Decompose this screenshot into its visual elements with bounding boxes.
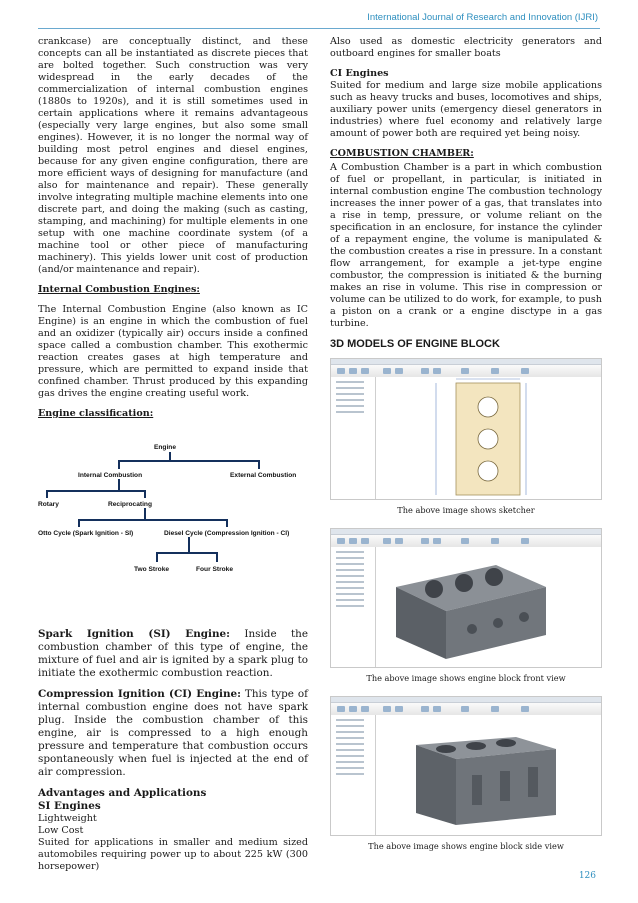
right-column <box>330 36 602 864</box>
diagram-label-otto: Otto Cycle (Spark Ignition - SI) <box>38 530 134 537</box>
cad-model-tree <box>331 715 376 835</box>
diagram-connector <box>118 460 260 462</box>
cad-model-tree <box>331 547 376 667</box>
diagram-connector <box>156 552 158 562</box>
si-engines-list <box>38 813 308 873</box>
engine-block-side-render <box>376 715 601 835</box>
si-paragraph <box>38 628 308 680</box>
cad-screenshot-sketcher <box>330 358 602 500</box>
diagram-connector <box>78 519 80 527</box>
si-continued-paragraph: Also used as domestic electricity generators and outboard engines for smaller boats <box>330 36 602 59</box>
diagram-connector <box>144 490 146 498</box>
diagram-label-external: External Combustion <box>230 472 297 479</box>
diagram-connector <box>156 552 218 554</box>
ice-paragraph: The Internal Combustion Engine (also known as IC Engine) is an engine in which the combustion of fuel and an oxidizer (typically air) occurs inside a confined space called a combustion chamber. This exothermic reaction creates gases at high temperature and pressure, which are permitted to expand inside that confined chamber. Thrust produced by this expanding gas drives the engine creating useful work. <box>38 304 308 399</box>
diagram-connector <box>226 519 228 527</box>
caption-sketcher: The above image shows sketcher <box>397 505 535 515</box>
diagram-connector <box>188 537 190 553</box>
advantages-heading: Advantages and Applications <box>38 787 207 799</box>
diagram-connector <box>118 460 120 469</box>
diagram-label-reciprocating: Reciprocating <box>108 501 152 508</box>
cad-model-tree <box>331 377 376 499</box>
cad-screenshot-side <box>330 696 602 836</box>
si-engines-heading: SI Engines <box>38 800 101 812</box>
chamber-heading: COMBUSTION CHAMBER: <box>330 148 474 159</box>
ice-heading: Internal Combustion Engines: <box>38 284 200 295</box>
ci-engines-heading: CI Engines <box>330 68 389 79</box>
diagram-label-engine: Engine <box>154 444 176 451</box>
header-rule <box>38 28 600 29</box>
diagram-label-rotary: Rotary <box>38 501 59 508</box>
si-lead: Spark Ignition (SI) Engine: <box>38 628 230 640</box>
classification-heading: Engine classification: <box>38 408 154 419</box>
engine-block-front-render <box>376 547 601 667</box>
ci-engines-paragraph: Suited for medium and large size mobile applications such as heavy trucks and buses, locomotives and ships, auxiliary power units (emergency diesel generators in industries) where fuel economy and relatively large amount of power both are required yet being noisy. <box>330 80 602 139</box>
caption-side: The above image shows engine block side view <box>368 841 564 851</box>
diagram-connector <box>216 552 218 562</box>
caption-front: The above image shows engine block front view <box>366 673 566 683</box>
diagram-label-two-stroke: Two Stroke <box>134 566 170 573</box>
cad-viewport <box>376 547 601 667</box>
diagram-connector <box>78 519 228 521</box>
ci-lead: Compression Ignition (CI) Engine: <box>38 688 241 700</box>
si-line: Suited for applications in smaller and medium sized automobiles requiring power up to about 225 kW (300 horsepower) <box>38 837 308 872</box>
cad-viewport <box>376 715 601 835</box>
journal-header: International Journal of Research and Innovation (IJRI) <box>367 12 598 23</box>
diagram-label-four-stroke: Four Stroke <box>196 566 234 573</box>
cad-screenshot-front <box>330 528 602 668</box>
diagram-label-internal: Internal Combustion <box>78 472 143 479</box>
diagram-connector <box>46 490 146 492</box>
si-text: Inside the combustion chamber of this type of engine, the mixture of fuel and air is ignited by a spark plug to initiate the exothermic combustion reaction. <box>38 628 308 679</box>
cad-viewport <box>376 377 601 499</box>
sketch-drawing <box>376 377 601 499</box>
engine-classification-diagram <box>38 438 298 598</box>
si-line: Low Cost <box>38 825 84 836</box>
models-heading: 3D MODELS OF ENGINE BLOCK <box>330 338 500 350</box>
left-column <box>38 36 308 873</box>
page-number: 126 <box>578 871 596 881</box>
chamber-paragraph: A Combustion Chamber is a part in which combustion of fuel or propellant, in particular, is initiated in internal combustion engine The combustion technology increases the inner power of a gas, that translates into a rise in temp, pressure, or volume reliant on the specification in an enclosure, for instance the cylinder of a repayment engine, the volume is manipulated & the combustion creates a rise in pressure. In a constant flow arrangement, for example a jet-type engine combustor, the compression is initiated & the burning makes an rise in volume. This rise in compression or volume can be utilized to do work, for example, to push a piston on a crank or a engine disctype in a gas turbine. <box>330 162 602 329</box>
si-line: Lightweight <box>38 813 97 824</box>
ci-paragraph <box>38 688 308 779</box>
diagram-label-diesel: Diesel Cycle (Compression Ignition - CI) <box>164 530 290 537</box>
ci-text: This type of internal combustion engine does not have spark plug. Inside the combustion chamber of this engine, air is compressed to a high enough pressure and temperature that combustion occurs spontaneously when fuel is injected at the end of air compression. <box>38 688 308 778</box>
diagram-connector <box>46 490 48 498</box>
diagram-connector <box>258 460 260 469</box>
intro-paragraph: crankcase) are conceptually distinct, and these concepts can all be instantiated as discrete pieces that are bolted together. Such construction was very widespread in the early decades of the commercialization of internal combustion engines (1880s to 1920s), and it is still sometimes used in certain applications where it remains advantageous (especially very large engines, but also some small engines). However, it is no longer the normal way of building most petrol engines and diesel engines, because for any given engine configuration, there are more efficient ways of designing for manufacture (and also for maintenance and repair). These generally involve integrating multiple machine elements into one discrete part, and doing the making (such as casting, stamping, and machining) for multiple elements in one setup with one machine coordinate system (of a machine tool or other piece of manufacturing machinery). This yields lower unit cost of production (and/or maintenance and repair). <box>38 36 308 275</box>
